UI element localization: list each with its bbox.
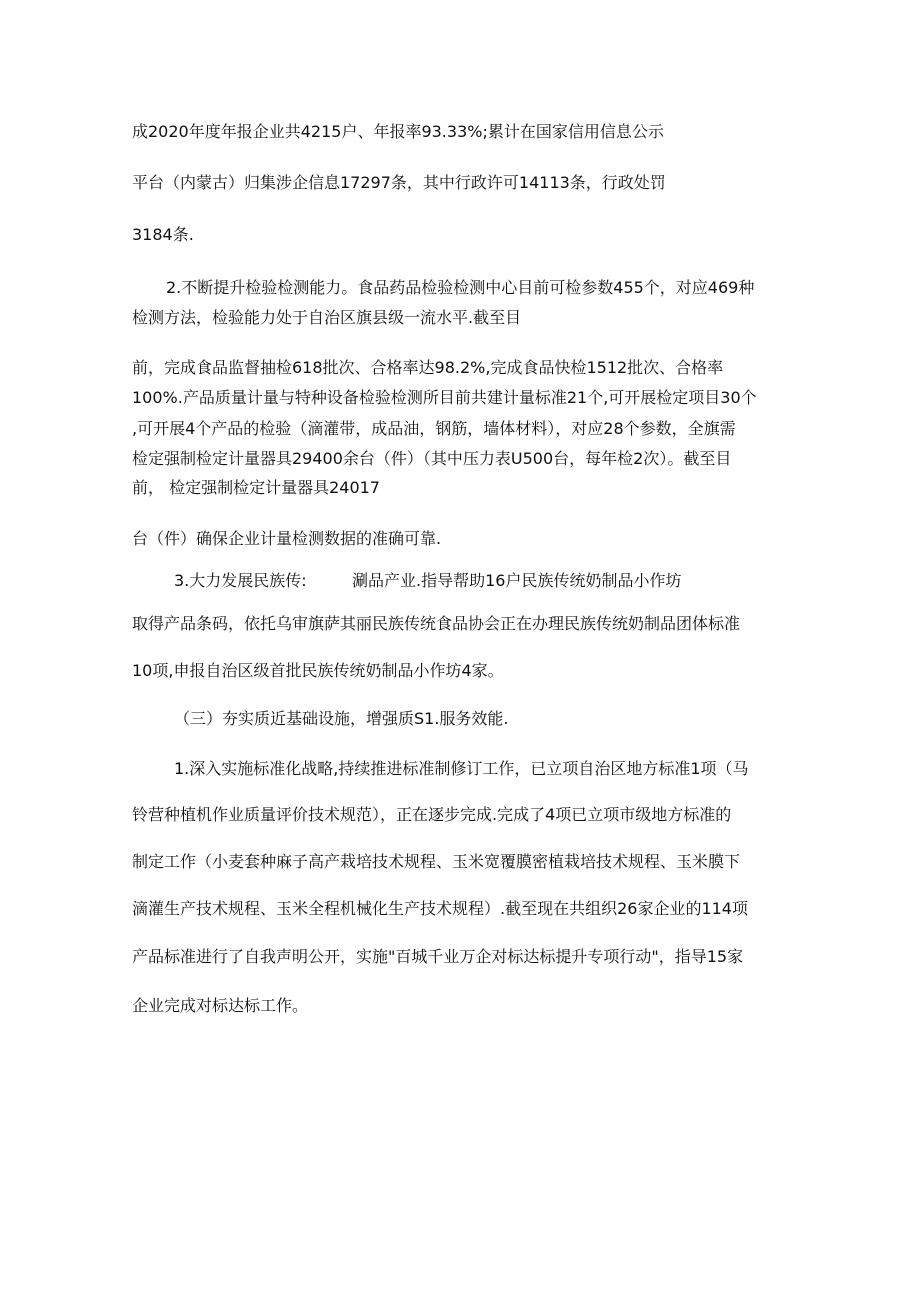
text-line-12b: 涮品产业.指导帮助16户民族传统奶制品小作坊 bbox=[352, 571, 682, 590]
text-line-8: ,可开展4个产品的检验（滴灌带，成品油，钢筋，墙体材料），对应28个参数，全旗需 bbox=[132, 419, 736, 438]
text-line-1: 成2020年度年报企业共4215户、年报率93.33%;累计在国家信用信息公示 bbox=[132, 122, 664, 141]
text-line-6: 前，完成食品监督抽检618批次、合格率达98.2%,完成食品快检1512批次、合格率 bbox=[132, 358, 724, 377]
text-line-2: 平台（内蒙古）归集涉企信息17297条，其中行政许可14113条，行政处罚 bbox=[132, 173, 666, 192]
section-heading-3: （三）夯实质近基础设施，增强质S1.服务效能. bbox=[174, 709, 509, 728]
text-line-19: 滴灌生产技术规程、玉米全程机械化生产技术规程）.截至现在共组织26家企业的114项 bbox=[132, 899, 748, 918]
text-line-4: 2.不断提升检验检测能力。食品药品检验检测中心目前可检参数455个，对应469种 bbox=[166, 278, 755, 297]
text-line-16: 1.深入实施标准化战略,持续推进标准制修订工作，已立项自治区地方标准1项（马 bbox=[174, 759, 749, 778]
text-line-18: 制定工作（小麦套种麻子高产栽培技术规程、玉米宽覆膜密植栽培技术规程、玉米膜下 bbox=[132, 852, 741, 871]
text-line-11: 台（件）确保企业计量检测数据的准确可靠. bbox=[132, 529, 442, 548]
text-line-3: 3184条. bbox=[132, 225, 194, 244]
text-line-20: 产品标准进行了自我声明公开，实施"百城千业万企对标达标提升专项行动"，指导15家 bbox=[132, 947, 744, 966]
text-line-5: 检测方法，检验能力处于自治区旗县级一流水平.截至目 bbox=[132, 308, 522, 327]
text-line-14: 10项,申报自治区级首批民族传统奶制品小作坊4家。 bbox=[132, 661, 504, 680]
text-line-21: 企业完成对标达标工作。 bbox=[132, 996, 309, 1015]
text-line-7: 100%.产品质量计量与特种设备检验检测所目前共建计量标准21个,可开展检定项目30个 bbox=[132, 388, 757, 407]
text-line-13: 取得产品条码，依托乌审旗萨其丽民族传统食品协会正在办理民族传统奶制品团体标准 bbox=[132, 614, 741, 633]
text-line-17: 铃营种植机作业质量评价技术规范），正在逐步完成.完成了4项已立项市级地方标准的 bbox=[132, 805, 732, 824]
text-line-9: 检定强制检定计量器具29400余台（件）（其中压力表U500台，每年检2次）。截至目 bbox=[132, 449, 732, 468]
text-line-12: 3.大力发展民族传: bbox=[174, 571, 307, 590]
text-line-10: 前， 检定强制检定计量器具24017 bbox=[132, 478, 380, 497]
